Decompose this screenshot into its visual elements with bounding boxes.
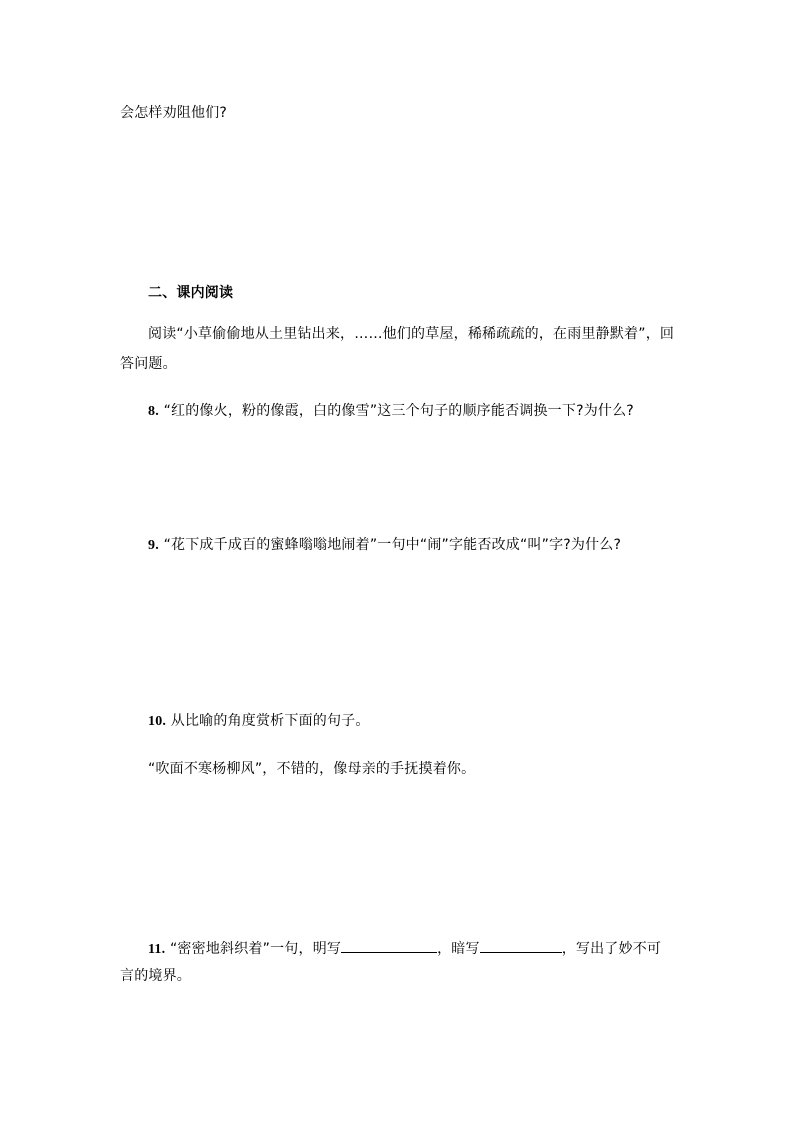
section-heading: 二、课内阅读 xyxy=(148,285,234,301)
question-10 xyxy=(148,712,370,731)
question-9 xyxy=(148,536,621,555)
reading-instruction-line-2: 答问题。 xyxy=(120,356,177,372)
question-8 xyxy=(148,402,634,421)
reading-instruction-line-1: 阅读“小草偷偷地从土里钻出来，……他们的草屋，稀稀疏疏的，在雨里静默着”，回 xyxy=(148,326,675,342)
question-11-line-2: 言的境界。 xyxy=(120,968,191,984)
answer-blank-2[interactable] xyxy=(480,938,562,953)
question-text: “红的像火，粉的像霞，白的像雪”这三个句子的顺序能否调换一下?为什么? xyxy=(163,403,634,419)
question-number: 11. xyxy=(148,942,166,957)
question-text-part-1: “密密地斜织着”一句，明写 xyxy=(169,941,342,957)
question-11 xyxy=(148,938,661,959)
question-text: 从比喻的角度赏析下面的句子。 xyxy=(170,713,370,729)
question-number: 10. xyxy=(148,714,167,729)
question-text-part-2: ，暗写 xyxy=(437,941,480,957)
continued-question-text: 会怎样劝阻他们? xyxy=(120,105,228,121)
question-number: 8. xyxy=(148,404,159,419)
answer-blank-1[interactable] xyxy=(341,938,437,953)
question-text: “花下成千成百的蜜蜂嗡嗡地闹着”一句中“闹”字能否改成“叫”字?为什么? xyxy=(163,537,622,553)
question-text-part-3: ，写出了妙不可 xyxy=(561,941,662,957)
question-number: 9. xyxy=(148,538,159,553)
question-10-quote: “吹面不寒杨柳风”，不错的，像母亲的手抚摸着你。 xyxy=(148,761,476,777)
